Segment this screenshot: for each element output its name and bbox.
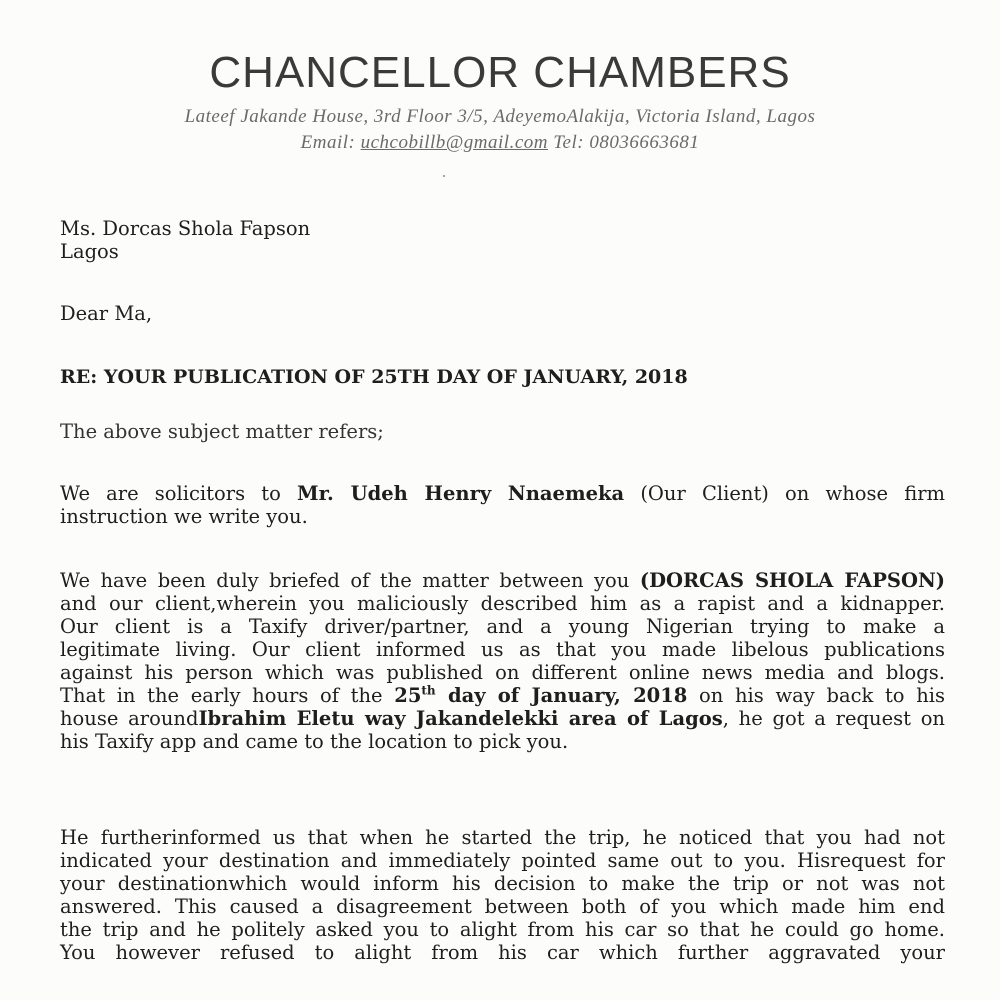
date-day: 25	[394, 684, 422, 707]
text-run: on his way back to his	[699, 684, 946, 707]
incident-location: Ibrahim Eletu way Jakandelekki area of Lagos	[198, 707, 723, 730]
salutation: Dear Ma,	[60, 302, 153, 325]
paragraph-line: your destinationwhich would inform his decision to make the trip or not was not	[60, 872, 945, 895]
firm-address: Lateef Jakande House, 3rd Floor 3/5, AdeyemoAlakija, Victoria Island, Lagos	[184, 106, 816, 127]
text-run: We have been duly briefed of the matter between you	[60, 569, 630, 592]
text-run: (Our Client) on whose firm	[640, 482, 946, 505]
date-suffix: th	[421, 683, 436, 698]
paragraph-line: and our client,wherein you maliciously described him as a rapist and a kidnapper.	[60, 592, 945, 615]
date-rest: day of January, 2018	[447, 684, 688, 707]
email-label: Email:	[300, 132, 356, 153]
recipient-block	[60, 217, 945, 263]
paragraph-line: answered. This caused a disagreement between both of you which made him end	[60, 895, 945, 918]
firm-email: uchcobillb@gmail.com	[360, 132, 548, 153]
paragraph-line	[60, 569, 945, 592]
paragraph-line	[60, 684, 945, 707]
paragraph-line: He furtherinformed us that when he started the trip, he noticed that you had not	[60, 826, 945, 849]
paragraph-line: the trip and he politely asked you to alight from his car so that he could go home.	[60, 918, 945, 941]
paragraph-line: legitimate living. Our client informed us as that you made libelous publications	[60, 638, 945, 661]
paragraph-line: indicated your destination and immediately pointed same out to you. Hisrequest for	[60, 849, 945, 872]
text-run: house around	[60, 707, 199, 730]
reference-line: The above subject matter refers;	[60, 420, 384, 443]
recipient-city: Lagos	[60, 240, 119, 263]
firm-contact	[0, 132, 1000, 154]
paragraph-line: You however refused to alight from his car which further aggravated your	[60, 941, 945, 964]
text-run: That in the early hours of the	[60, 684, 383, 707]
paragraph-line: Our client is a Taxify driver/partner, and a young Nigerian trying to make a	[60, 615, 945, 638]
paragraph-1	[60, 482, 945, 528]
recipient-name: Ms. Dorcas Shola Fapson	[60, 217, 311, 240]
paragraph-line	[60, 482, 945, 505]
firm-name: CHANCELLOR CHAMBERS	[209, 48, 791, 97]
text-run: , he got a request on	[722, 707, 945, 730]
paragraph-line: his Taxify app and came to the location to pick you.	[60, 730, 569, 753]
client-name: Mr. Udeh Henry Nnaemeka	[296, 482, 625, 505]
paragraph-2	[60, 569, 945, 753]
paragraph-line: instruction we write you.	[60, 505, 308, 528]
subject-line: RE: YOUR PUBLICATION OF 25TH DAY OF JANUARY, 2018	[60, 366, 688, 388]
text-run: We are solicitors to	[60, 482, 281, 505]
stray-mark	[443, 175, 445, 177]
recipient-name-bold: (DORCAS SHOLA FAPSON)	[639, 569, 945, 592]
firm-telephone: Tel: 08036663681	[553, 132, 700, 153]
paragraph-line: against his person which was published on different online news media and blogs.	[60, 661, 945, 684]
incident-date	[394, 684, 687, 707]
paragraph-3	[60, 826, 945, 964]
paragraph-line	[60, 707, 945, 730]
